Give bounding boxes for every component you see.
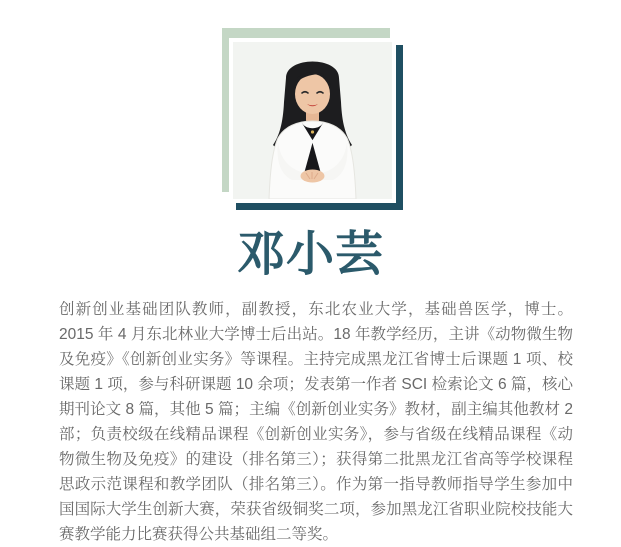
portrait-illustration [233,42,392,199]
profile-photo [229,38,396,203]
profile-bio: 创新创业基础团队教师，副教授，东北农业大学，基础兽医学，博士。2015 年 4 月东北林业大学博士后出站。18 年教学经历，主讲《动物微生物及免疫》《创新创业实务》等课程。主持完成黑龙江省博士后课题 1 项、校课题 1 项，参与科研课题 10 余项；发表第一作者 SCI 检索论文 6 篇，核心期刊论文 8 篇，其他 5 篇；主编《创新创业实务》教材，副主编其他教材 2 部；负责校级在线精品课程《创新创业实务》，参与省级在线精品课程《动物微生物及免疫》的建设（排名第三）；获得第二批黑龙江省高等学校课程思政示范课程和教学团队（排名第三）。作为第一指导教师指导学生参加中国国际大学生创新大赛，荣获省级铜奖二项，参加黑龙江省职业院校技能大赛教学能力比赛获得公共基础组二等奖。 [59,301,573,543]
profile-photo-frame [222,28,403,210]
profile-name: 邓小芸 [236,228,384,281]
